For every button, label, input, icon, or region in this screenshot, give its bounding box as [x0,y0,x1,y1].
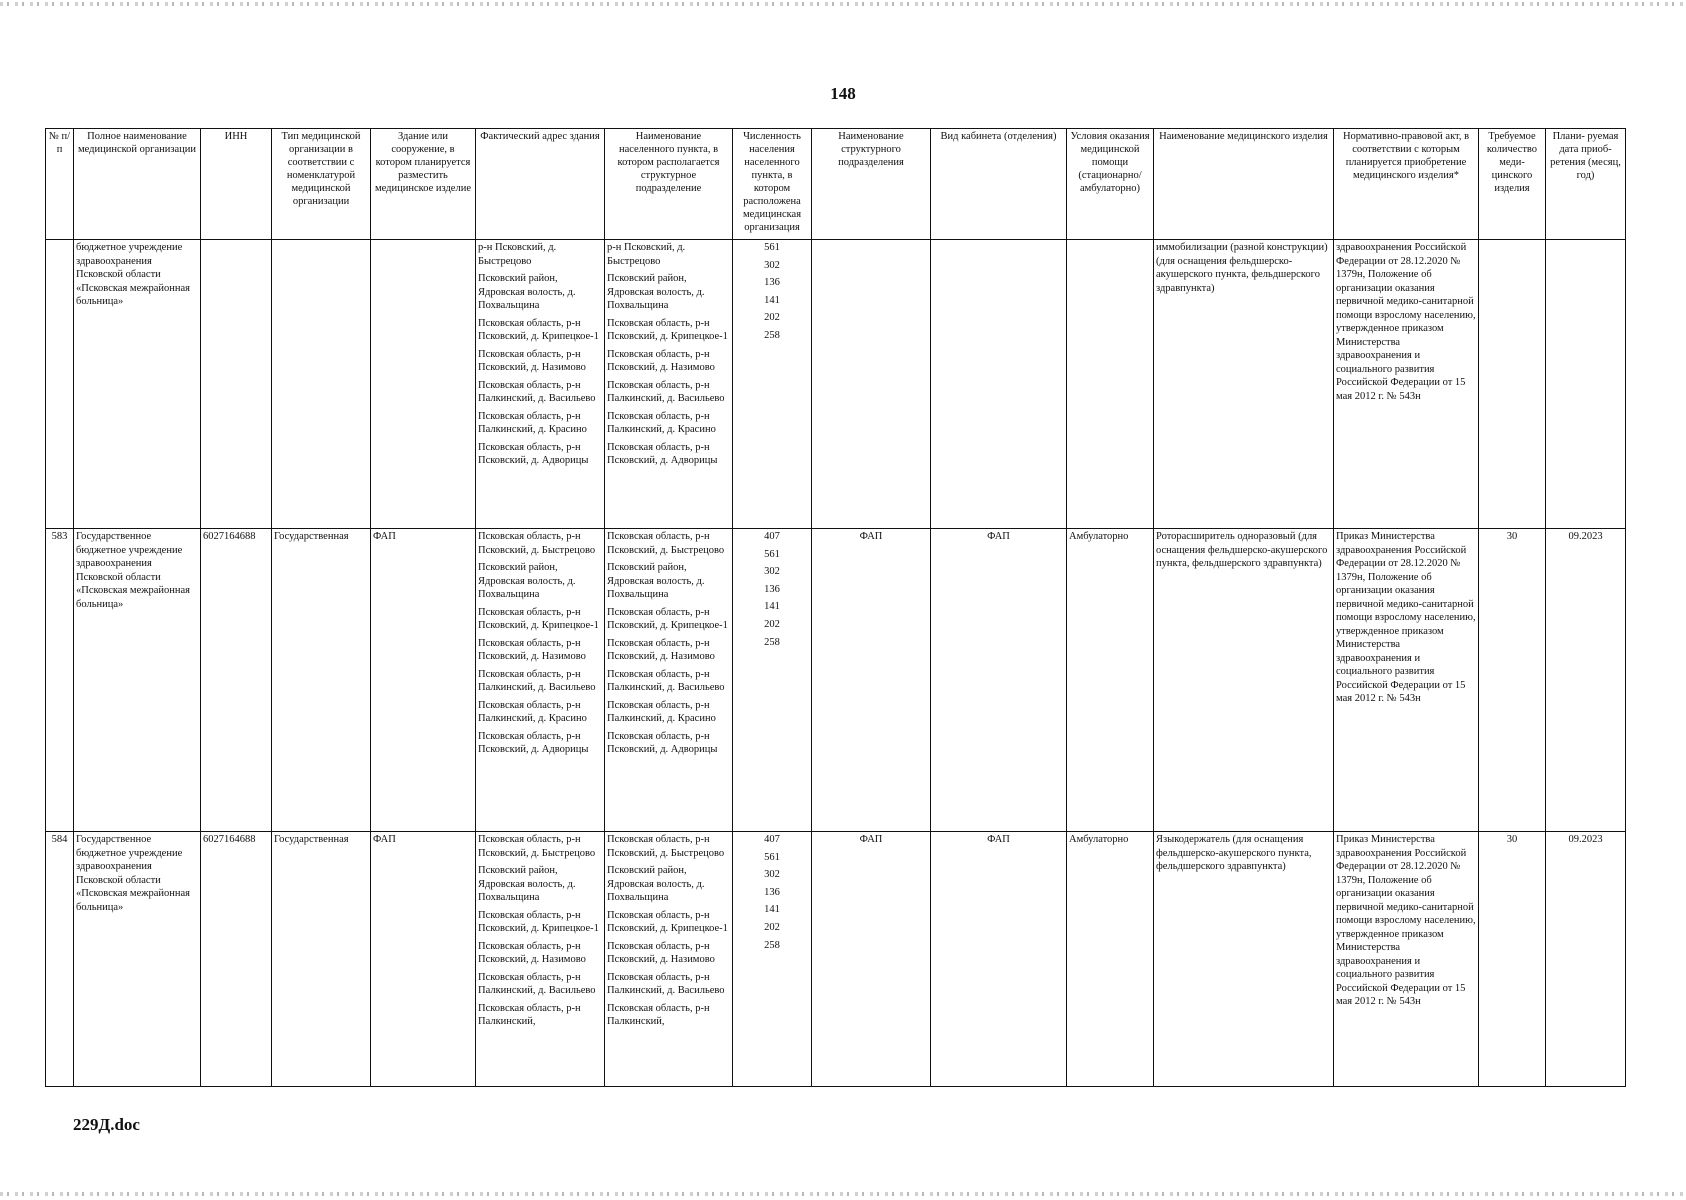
population-item: 202 [764,312,780,324]
row-org: Государственное бюджетное учреждение здравоохранения Псковской области «Псковская межрайонная больница» [74,832,201,1087]
address-item: Псковская область, р-н Палкинский, д. Красино [478,699,587,724]
population-item: 561 [764,851,780,863]
row-quantity: 30 [1479,832,1546,1087]
settlement-item: Псковская область, р-н Палкинский, д. Васильево [607,971,725,996]
header-cabinet: Вид кабинета (отделения) [931,129,1067,240]
header-num: № п/п [46,129,74,240]
table-row [46,832,1626,1087]
page-number: 148 [830,84,856,103]
row-building [371,240,476,529]
header-population: Численность населения населенного пункта, в котором расположена медицинская организация [733,129,812,240]
population-item: 561 [764,242,780,253]
row-quantity [1479,240,1546,529]
header-type: Тип медицинской организации в соответствии с номенклатурой медицинской организации [272,129,371,240]
settlement-item: Псковская область, р-н Палкинский, д. Красино [607,699,716,724]
row-inn: 6027164688 [201,832,272,1087]
settlement-item: Псковская область, р-н Псковский, д. Крипецкое-1 [607,909,728,934]
settlement-item: Псковская область, р-н Псковский, д. Назимово [607,637,715,662]
header-device: Наименование медицинского изделия [1154,129,1334,240]
row-org: Государственное бюджетное учреждение здравоохранения Псковской области «Псковская межрайонная больница» [74,529,201,832]
address-item: Псковская область, р-н Псковский, д. Назимово [478,940,586,965]
settlement-item: Псковская область, р-н Псковский, д. Крипецкое-1 [607,317,728,342]
population-item: 136 [764,886,780,898]
row-conditions [1067,240,1154,529]
settlement-item: Псковская область, р-н Палкинский, [607,1002,710,1027]
population-item: 258 [764,939,780,951]
row-num [46,240,74,529]
row-building: ФАП [371,529,476,832]
settlement-item: Псковская область, р-н Псковский, д. Назимово [607,940,715,965]
row-type [272,240,371,529]
scan-edge-bottom [0,1192,1686,1196]
settlement-item: Псковская область, р-н Псковский, д. Быстрецово [607,834,725,859]
population-item: 141 [764,601,780,613]
address-item: Псковская область, р-н Палкинский, д. Васильево [478,668,596,693]
population-item: 202 [764,618,780,630]
row-cabinet [931,240,1067,529]
footer-file-name: 229Д.doc [73,1115,140,1134]
population-item: 202 [764,921,780,933]
table-row [46,240,1626,529]
address-item: Псковский район, Ядровская волость, д. Похвальщина [478,562,576,600]
row-cabinet: ФАП [931,529,1067,832]
population-item: 136 [764,583,780,595]
settlement-item: Псковская область, р-н Палкинский, д. Красино [607,410,716,435]
header-quantity: Требуемое количество меди- цинского изделия [1479,129,1546,240]
address-item: р-н Псковский, д. Быстрецово [478,242,557,267]
settlement-item: р-н Псковский, д. Быстрецово [607,242,686,267]
address-item: Псковская область, р-н Псковский, д. Крипецкое-1 [478,317,599,342]
address-item: Псковская область, р-н Псковский, д. Крипецкое-1 [478,606,599,631]
population-item: 302 [764,566,780,578]
address-item: Псковская область, р-н Псковский, д. Быстрецово [478,834,596,859]
population-item: 561 [764,548,780,560]
settlement-item: Псковская область, р-н Псковский, д. Адворицы [607,730,718,755]
address-item: Псковская область, р-н Псковский, д. Назимово [478,637,586,662]
row-act: Приказ Министерства здравоохранения Российской Федерации от 28.12.2020 № 1379н, Положение об организации оказания первичной медико-санитарной помощи взрослому населению, утвержденное приказом Министерства здравоохранения и социального развития Российской Федерации от 15 мая 2012 г. № 543н [1334,832,1479,1087]
row-settlements [605,240,733,529]
row-num: 584 [46,832,74,1087]
row-act: Приказ Министерства здравоохранения Российской Федерации от 28.12.2020 № 1379н, Положение об организации оказания первичной медико-санитарной помощи взрослому населению, утвержденное приказом Министерства здравоохранения и социального развития Российской Федерации от 15 мая 2012 г. № 543н [1334,529,1479,832]
address-item: Псковский район, Ядровская волость, д. Похвальщина [478,865,576,903]
settlement-item: Псковская область, р-н Псковский, д. Адворицы [607,441,718,466]
settlement-item: Псковский район, Ядровская волость, д. Похвальщина [607,562,705,600]
row-unit [812,240,931,529]
header-org: Полное наименование медицинской организации [74,129,201,240]
row-addresses [476,832,605,1087]
row-unit: ФАП [812,832,931,1087]
settlement-item: Псковская область, р-н Палкинский, д. Васильево [607,668,725,693]
header-building: Здание или сооружение, в котором планируется разместить медицинское изделие [371,129,476,240]
population-item: 136 [764,277,780,289]
row-act: здравоохранения Российской Федерации от 28.12.2020 № 1379н, Положение об организации оказания первичной медико-санитарной помощи взрослому населению, утвержденное приказом Министерства здравоохранения и социального развития Российской Федерации от 15 мая 2012 г. № 543н [1334,240,1479,529]
population-item: 141 [764,294,780,306]
row-addresses [476,529,605,832]
row-building: ФАП [371,832,476,1087]
header-act: Нормативно-правовой акт, в соответствии с которым планируется приобретение медицинского изделия* [1334,129,1479,240]
header-inn: ИНН [201,129,272,240]
row-date: 09.2023 [1546,832,1626,1087]
row-device: иммобилизации (разной конструкции) (для оснащения фельдшерско-акушерского пункта, фельдшерского здравпункта) [1154,240,1334,529]
population-item: 407 [764,531,780,542]
row-inn [201,240,272,529]
settlement-item: Псковская область, р-н Псковский, д. Назимово [607,348,715,373]
scan-edge-top [0,2,1686,6]
header-date: Плани- руемая дата приоб- ретения (месяц, год) [1546,129,1626,240]
row-date [1546,240,1626,529]
address-item: Псковская область, р-н Палкинский, д. Васильево [478,971,596,996]
settlement-item: Псковский район, Ядровская волость, д. Похвальщина [607,865,705,903]
population-item: 302 [764,259,780,271]
row-population [733,240,812,529]
address-item: Псковская область, р-н Палкинский, д. Красино [478,410,587,435]
settlement-item: Псковская область, р-н Псковский, д. Крипецкое-1 [607,606,728,631]
header-unit: Наименование структурного подразделения [812,129,931,240]
row-conditions: Амбулаторно [1067,529,1154,832]
address-item: Псковская область, р-н Псковский, д. Адворицы [478,730,589,755]
address-item: Псковский район, Ядровская волость, д. Похвальщина [478,273,576,311]
settlement-item: Псковская область, р-н Псковский, д. Быстрецово [607,531,725,556]
registry-table [45,128,1626,1087]
row-population [733,529,812,832]
row-device: Языкодержатель (для оснащения фельдшерско-акушерского пункта, фельдшерского здравпункта) [1154,832,1334,1087]
row-unit: ФАП [812,529,931,832]
address-item: Псковская область, р-н Псковский, д. Крипецкое-1 [478,909,599,934]
row-settlements [605,832,733,1087]
address-item: Псковская область, р-н Псковский, д. Адворицы [478,441,589,466]
population-item: 258 [764,329,780,341]
row-settlements [605,529,733,832]
address-item: Псковская область, р-н Палкинский, [478,1002,581,1027]
row-type: Государственная [272,832,371,1087]
row-device: Роторасширитель одноразовый (для оснащения фельдшерско-акушерского пункта, фельдшерского здравпункта) [1154,529,1334,832]
row-num: 583 [46,529,74,832]
address-item: Псковская область, р-н Псковский, д. Назимово [478,348,586,373]
settlement-item: Псковская область, р-н Палкинский, д. Васильево [607,379,725,404]
settlement-item: Псковский район, Ядровская волость, д. Похвальщина [607,273,705,311]
population-item: 258 [764,636,780,648]
row-type: Государственная [272,529,371,832]
row-inn: 6027164688 [201,529,272,832]
address-item: Псковская область, р-н Псковский, д. Быстрецово [478,531,596,556]
row-conditions: Амбулаторно [1067,832,1154,1087]
address-item: Псковская область, р-н Палкинский, д. Васильево [478,379,596,404]
header-address: Фактический адрес здания [476,129,605,240]
row-date: 09.2023 [1546,529,1626,832]
header-settlement: Наименование населенного пункта, в котором располагается структурное подразделение [605,129,733,240]
row-cabinet: ФАП [931,832,1067,1087]
population-item: 302 [764,869,780,881]
row-addresses [476,240,605,529]
population-item: 141 [764,904,780,916]
row-population [733,832,812,1087]
row-org: бюджетное учреждение здравоохранения Псковской области «Псковская межрайонная больница» [74,240,201,529]
header-conditions: Условия оказания медицинской помощи (стационарно/ амбулаторно) [1067,129,1154,240]
table-row [46,529,1626,832]
population-item: 407 [764,834,780,845]
table-header-row [46,129,1626,240]
row-quantity: 30 [1479,529,1546,832]
